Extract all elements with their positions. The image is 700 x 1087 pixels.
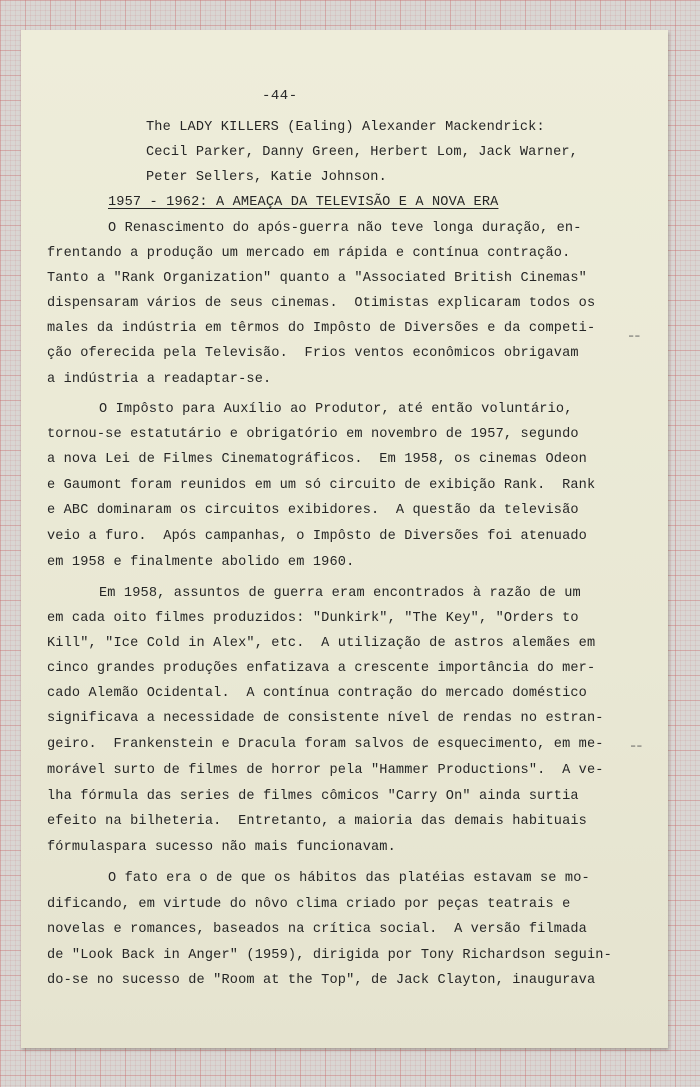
paragraph-line: geiro. Frankenstein e Dracula foram salvos de esquecimento, em me- xyxy=(47,737,604,752)
cast-line-3: Peter Sellers, Katie Johnson. xyxy=(146,170,387,185)
paragraph-line: Tanto a "Rank Organization" quanto a "Associated British Cinemas" xyxy=(47,271,587,286)
paragraph-line: novelas e romances, baseados na crítica social. A versão filmada xyxy=(47,922,587,937)
paragraph-line: Kill", "Ice Cold in Alex", etc. A utilização de astros alemães em xyxy=(47,636,596,651)
paragraph-line: Em 1958, assuntos de guerra eram encontrados à razão de um xyxy=(99,586,581,601)
paragraph-line: cado Alemão Ocidental. A contínua contração do mercado doméstico xyxy=(47,686,587,701)
paragraph-line: de "Look Back in Anger" (1959), dirigida por Tony Richardson seguin- xyxy=(47,948,612,963)
paragraph-line: males da indústria em têrmos do Impôsto de Diversões e da competi- xyxy=(47,321,596,336)
paragraph-line: dificando, em virtude do nôvo clima criado por peças teatrais e xyxy=(47,897,571,912)
paragraph-line: lha fórmula das series de filmes cômicos "Carry On" ainda surtia xyxy=(47,789,579,804)
paragraph-line: efeito na bilheteria. Entretanto, a maioria das demais habituais xyxy=(47,814,587,829)
section-heading: 1957 - 1962: A AMEAÇA DA TELEVISÃO E A NOVA ERA xyxy=(108,195,499,210)
paragraph-line: frentando a produção um mercado em rápida e contínua contração. xyxy=(47,246,571,261)
page-number: -44- xyxy=(262,88,298,104)
paragraph-line: ção oferecida pela Televisão. Frios ventos econômicos obrigavam xyxy=(47,346,579,361)
paragraph-line: dispensaram vários de seus cinemas. Otimistas explicaram todos os xyxy=(47,296,596,311)
paragraph-line: em 1958 e finalmente abolido em 1960. xyxy=(47,555,355,570)
paragraph-line: tornou-se estatutário e obrigatório em novembro de 1957, segundo xyxy=(47,427,579,442)
paragraph-line: em cada oito filmes produzidos: "Dunkirk", "The Key", "Orders to xyxy=(47,611,579,626)
paragraph-line: a indústria a readaptar-se. xyxy=(47,372,272,387)
paragraph-line: a nova Lei de Filmes Cinematográficos. Em 1958, os cinemas Odeon xyxy=(47,452,587,467)
paragraph-line: O Impôsto para Auxílio ao Produtor, até então voluntário, xyxy=(99,402,573,417)
margin-pencil-mark: ¦ xyxy=(627,332,640,340)
cast-line-1: The LADY KILLERS (Ealing) Alexander Mackendrick: xyxy=(146,120,545,135)
margin-pencil-mark: ¦ xyxy=(629,742,642,750)
paragraph-line: cinco grandes produções enfatizava a crescente importância do mer- xyxy=(47,661,596,676)
paragraph-line: veio a furo. Após campanhas, o Impôsto de Diversões foi atenuado xyxy=(47,529,587,544)
paragraph-line: significava a necessidade de consistente nível de rendas no estran- xyxy=(47,711,604,726)
paragraph-line: fórmulaspara sucesso não mais funcionavam. xyxy=(47,840,396,855)
paragraph-line: do-se no sucesso de "Room at the Top", de Jack Clayton, inaugurava xyxy=(47,973,596,988)
paragraph-line: O fato era o de que os hábitos das platéias estavam se mo- xyxy=(108,871,590,886)
paragraph-line: e Gaumont foram reunidos em um só circuito de exibição Rank. Rank xyxy=(47,478,596,493)
paragraph-line: O Renascimento do após-guerra não teve longa duração, en- xyxy=(108,221,582,236)
paragraph-line: e ABC dominaram os circuitos exibidores. A questão da televisão xyxy=(47,503,579,518)
cast-line-2: Cecil Parker, Danny Green, Herbert Lom, Jack Warner, xyxy=(146,145,578,160)
paragraph-line: morável surto de filmes de horror pela "Hammer Productions". A ve- xyxy=(47,763,604,778)
